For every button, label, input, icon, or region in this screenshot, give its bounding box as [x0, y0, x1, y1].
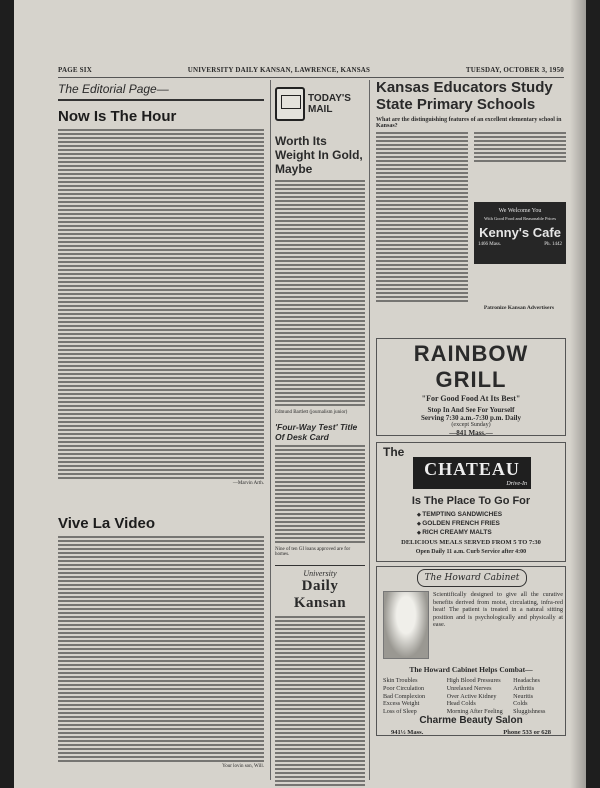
chateau-item: ◆ GOLDEN FRENCH FRIES: [417, 520, 500, 527]
chateau-the: The: [383, 445, 405, 459]
condition-item: Bad Complexion: [383, 692, 426, 700]
rainbow-line-1: Stop In And See For Yourself: [427, 406, 515, 414]
condition-item: Headaches: [513, 677, 540, 684]
howard-cabinet-photo: [383, 591, 429, 659]
condition-item: Arthritis: [513, 684, 535, 692]
editorial-body-text: [58, 129, 264, 479]
chateau-name: CHATEAU: [424, 459, 520, 479]
chateau-menu-list: [417, 510, 502, 537]
kenny-name: Kenny's Cafe: [479, 225, 561, 240]
condition-item: Sluggishness: [513, 708, 546, 715]
letter-signoff: Your lovin son, Will.: [222, 764, 264, 769]
chateau-tagline: Is The Place To Go For: [411, 495, 531, 507]
mail-column: [270, 80, 370, 780]
howard-description: Scientifically designed to give all the curative benefits derived from moist, circulating, infra-red heat! The patient is treated in a natural sitting position and is psychologically and physically at ease.: [433, 591, 563, 629]
condition-item: Poor Circulation: [383, 684, 425, 692]
rainbow-tagline: "For Good Food At Its Best": [421, 394, 521, 403]
kansan-masthead-flag: [275, 565, 365, 612]
page-header: [58, 66, 564, 78]
howard-conditions-list: [383, 677, 563, 716]
issue-date: TUESDAY, OCTOBER 3, 1950: [465, 66, 564, 74]
charme-salon-name: Charme Beauty Salon: [419, 715, 523, 726]
educators-body-col-2: [474, 132, 566, 164]
condition-item: Colds: [513, 700, 528, 708]
condition-item: Excess Weight: [383, 700, 420, 708]
rainbow-except: (except Sunday): [451, 422, 491, 428]
staff-listing: [275, 616, 365, 788]
howard-title: The Howard Cabinet: [417, 569, 527, 587]
four-way-test-headline: 'Four-Way Test' Title Of Desk Card: [275, 422, 358, 442]
chateau-hours-line: Open Daily 11 a.m. Curb Service after 4:00: [415, 549, 527, 555]
kenny-tagline: With Good Food and Reasonable Prices: [484, 216, 556, 221]
editorial-headline: Now Is The Hour: [58, 108, 177, 125]
video-letter-body: [58, 536, 264, 762]
editorial-byline: —Marvin Arth.: [232, 481, 264, 486]
patronize-notice: Patronize Kansan Advertisers: [483, 305, 555, 311]
educators-headline: Kansas Educators Study State Primary Schools: [376, 79, 553, 113]
charme-address: 941½ Mass.: [391, 729, 424, 736]
paper-name: UNIVERSITY DAILY KANSAN, LAWRENCE, KANSAS: [187, 66, 371, 74]
howard-cabinet-ad: [376, 566, 566, 736]
chateau-drive-in-ad: [376, 442, 566, 562]
condition-item: Loss of Sleep: [383, 708, 417, 715]
letter-signer: Edmund Bartlett (journalism junior): [275, 410, 348, 416]
video-headline: Vive La Video: [58, 515, 155, 532]
rainbow-hours: Serving 7:30 a.m.-7:30 p.m. Daily: [421, 414, 521, 422]
todays-mail-banner: [275, 83, 365, 125]
kennys-cafe-ad: [474, 202, 566, 264]
mail-title-2: MAIL: [308, 104, 333, 115]
masthead-name: Daily Kansan: [293, 578, 347, 612]
mailbox-icon: [275, 87, 305, 121]
chateau-item: ◆ TEMPTING SANDWICHES: [417, 511, 502, 518]
newspaper-page: [14, 0, 586, 788]
charme-phone: Phone 533 or 628: [503, 729, 551, 736]
kenny-address: 1466 Mass.: [478, 242, 502, 247]
rainbow-address: —841 Mass.—: [449, 429, 493, 437]
rainbow-grill-ad: [376, 338, 566, 436]
letter-body-text: [275, 180, 365, 408]
masthead-university: University: [303, 569, 337, 579]
mail-title-1: TODAY'S: [308, 93, 351, 104]
condition-item: Skin Troubles: [383, 677, 418, 684]
educators-subhead: What are the distinguishing features of an excellent elementary school in Kansas?: [376, 117, 562, 129]
howard-combats-heading: The Howard Cabinet Helps Combat—: [409, 665, 533, 674]
chateau-meals-line: DELICIOUS MEALS SERVED FROM 5 TO 7:30: [401, 539, 541, 546]
four-way-test-body: [275, 445, 365, 545]
chateau-item: ◆ RICH CREAMY MALTS: [417, 529, 492, 536]
chateau-drive-in: Drive-In: [506, 481, 527, 487]
condition-item: Over Active Kidney: [446, 692, 497, 700]
editorial-section-label: The Editorial Page—: [58, 80, 264, 101]
editorial-column: [58, 80, 264, 780]
condition-item: High Blood Pressures: [446, 677, 501, 684]
kenny-welcome: We Welcome You: [498, 208, 542, 214]
condition-item: Neuritis: [513, 692, 534, 700]
rainbow-grill-name: RAINBOW GRILL: [413, 341, 529, 392]
page-number: PAGE SIX: [58, 66, 92, 74]
kenny-phone: Ph. 1442: [544, 242, 562, 247]
gi-loans-note: Nine of ten GI loans approved are for homes.: [275, 547, 351, 558]
condition-item: Unrelaxed Nerves: [446, 684, 492, 692]
chateau-logo: [413, 457, 531, 489]
educators-body-col-1: [376, 132, 468, 302]
letter-headline: Worth Its Weight In Gold, Maybe: [275, 134, 363, 176]
condition-item: Head Colds: [446, 700, 476, 708]
condition-item: Morning After Feeling: [446, 708, 503, 715]
